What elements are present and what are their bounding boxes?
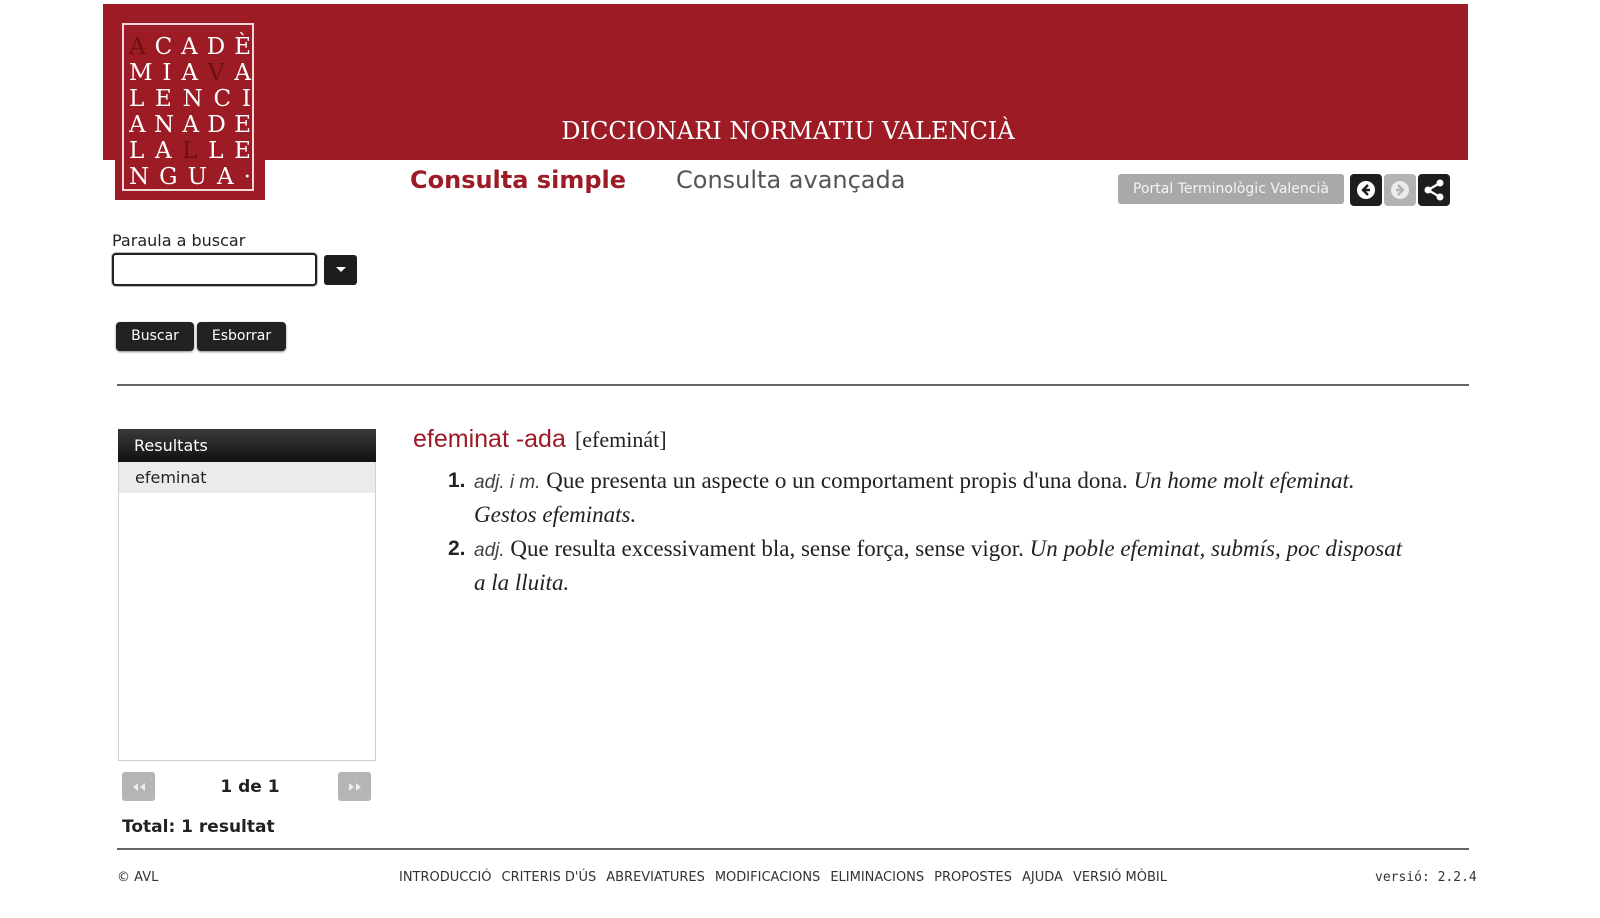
results-header: Resultats	[118, 429, 376, 462]
caret-down-icon	[335, 266, 347, 274]
sense-grammar: adj.	[474, 540, 505, 561]
search-dropdown-button[interactable]	[324, 255, 357, 285]
buscar-button[interactable]: Buscar	[116, 322, 194, 351]
logo-line-2: M I A V A	[129, 60, 251, 86]
sense-number: 1.	[448, 469, 466, 492]
sense-definition: Que resulta excessivament bla, sense força, sense vigor.	[510, 536, 1024, 561]
site-title: DICCIONARI NORMATIU VALENCIÀ	[561, 117, 1015, 145]
search-label: Paraula a buscar	[112, 231, 246, 250]
divider	[117, 848, 1469, 850]
entry-pronunciation: [efeminát]	[574, 427, 667, 452]
portal-terminologic-button[interactable]: Portal Terminològic Valencià	[1118, 174, 1344, 204]
logo-line-1: A C A D È	[129, 34, 251, 60]
footer-link-eliminacions[interactable]: ELIMINACIONS	[830, 870, 925, 885]
results-total: Total: 1 resultat	[122, 817, 275, 837]
arrow-right-circle-icon	[1389, 179, 1411, 201]
back-button[interactable]	[1350, 174, 1382, 206]
footer-link-versio-mobil[interactable]: VERSIÓ MÒBIL	[1072, 870, 1167, 885]
divider	[117, 384, 1469, 386]
sense-grammar: adj. i m.	[474, 472, 541, 493]
arrow-left-circle-icon	[1355, 179, 1377, 201]
result-item[interactable]: efeminat	[119, 462, 375, 493]
sense-definition: Que presenta un aspecte o un comportament propis d'una dona.	[546, 468, 1128, 493]
search-input[interactable]	[112, 253, 317, 286]
entry-headword	[413, 425, 667, 454]
prev-page-button[interactable]	[122, 772, 155, 801]
footer-link-introduccio[interactable]: INTRODUCCIÓ	[399, 870, 492, 885]
footer-link-criteris[interactable]: CRITERIS D'ÚS	[501, 870, 597, 885]
forward-button[interactable]	[1384, 174, 1416, 206]
sense-number: 2.	[448, 537, 466, 560]
logo-line-3: L E N C I	[129, 86, 251, 112]
double-chevron-right-icon	[347, 782, 363, 792]
tab-consulta-avancada[interactable]: Consulta avançada	[676, 166, 906, 194]
footer-link-modificacions[interactable]: MODIFICACIONS	[714, 870, 821, 885]
entry-lemma: efeminat -ada	[413, 425, 566, 453]
footer-link-ajuda[interactable]: AJUDA	[1022, 870, 1063, 885]
footer-link-abreviatures[interactable]: ABREVIATURES	[606, 870, 705, 885]
tab-consulta-simple[interactable]: Consulta simple	[410, 166, 627, 194]
sense-example: Un poble efeminat, submís, poc disposat a la lluita.	[474, 536, 1403, 595]
share-button[interactable]	[1418, 174, 1450, 206]
page-indicator: 1 de 1	[220, 777, 280, 797]
results-panel	[118, 429, 376, 761]
sense-2	[448, 533, 1418, 599]
sense-example: Un home molt efeminat. Gestos efeminats.	[474, 468, 1355, 527]
share-icon	[1422, 178, 1446, 202]
logo-line-5: L A L L E	[129, 138, 251, 164]
footer-nav	[399, 870, 1167, 885]
sense-1	[448, 465, 1418, 531]
avl-logo[interactable]	[115, 14, 265, 200]
next-page-button[interactable]	[338, 772, 371, 801]
logo-line-4: A N A D E	[129, 112, 251, 138]
esborrar-button[interactable]: Esborrar	[197, 322, 286, 351]
logo-line-6: N G U A ·	[129, 164, 251, 190]
version-label: versió: 2.2.4	[1375, 870, 1477, 885]
footer-link-propostes[interactable]: PROPOSTES	[934, 870, 1013, 885]
double-chevron-left-icon	[131, 782, 147, 792]
copyright: © AVL	[117, 870, 159, 885]
